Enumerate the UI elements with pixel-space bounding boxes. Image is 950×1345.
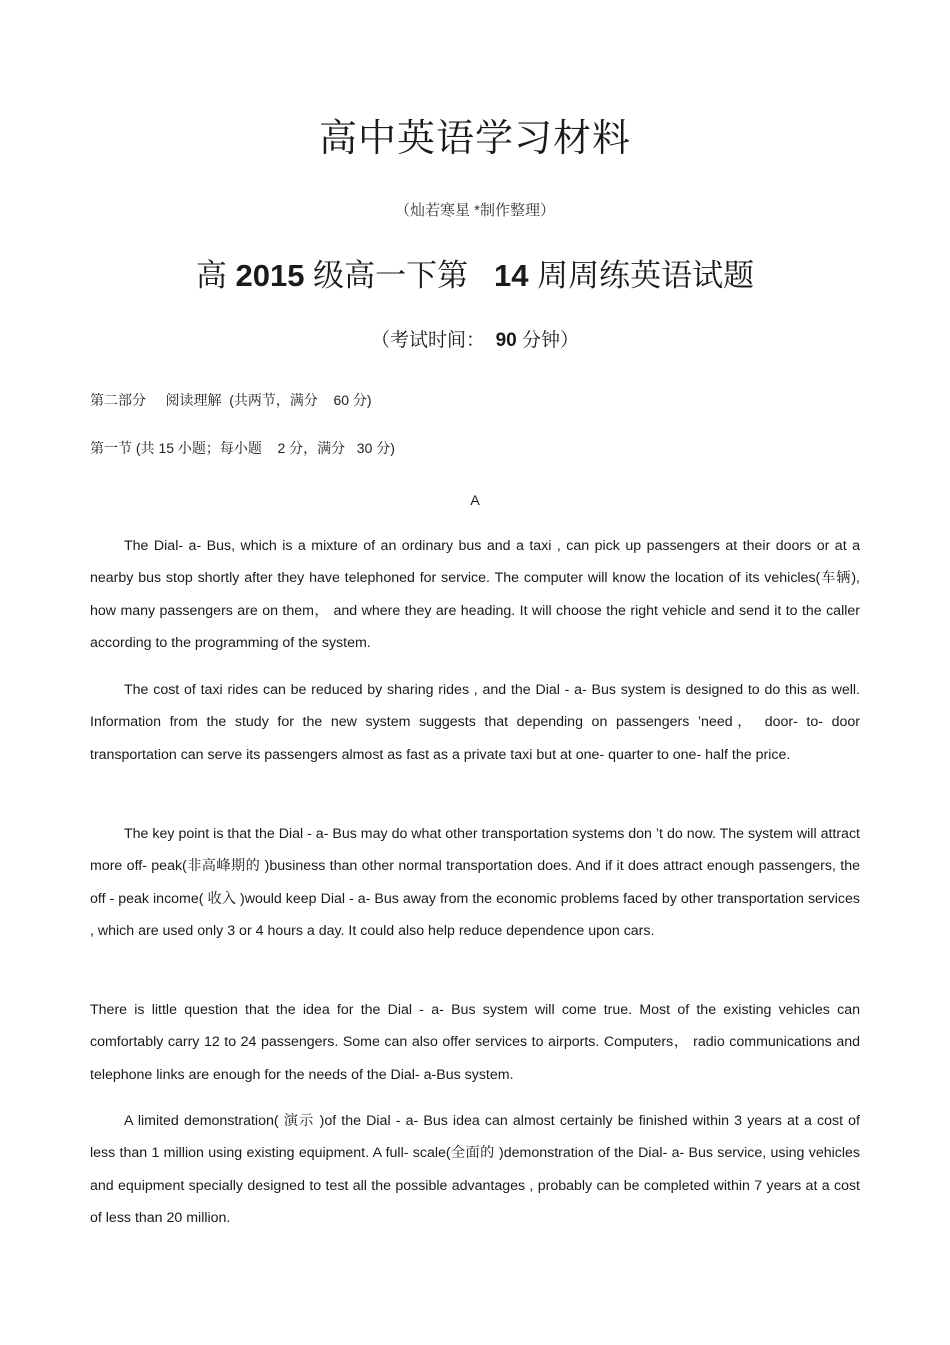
main-title: 高中英语学习材料 xyxy=(318,116,631,160)
passage-paragraph-3: The key point is that the Dial - a- Bus may do what other transportation systems don ’t do now. The system will attract more off- peak(非高峰期的 )business than other normal transportation does. And if it does attract enough passengers, the off - peak income( 收入 )would keep Dial - a- Bus away from the economic problems faced by other transportation services , which are used only 3 or 4 hours a day. It could also help reduce dependence upon cars. xyxy=(90,826,860,939)
exam-title-prefix: 高 xyxy=(195,258,236,293)
passage-paragraph-1: The Dial- a- Bus, which is a mixture of an ordinary bus and a taxi , can pick up passengers at their doors or at a nearby bus stop shortly after they have telephoned for service. The computer will know the location of its vehicles(车辆), how many passengers are on them， and where they are heading. It will choose the right vehicle and send it to the caller according to the programming of the system. xyxy=(90,538,860,651)
credit-line: （灿若寒星 *制作整理） xyxy=(394,202,555,219)
exam-title-suffix: 周周练英语试题 xyxy=(528,258,755,293)
passage-paragraph-4: There is little question that the idea for the Dial - a- Bus system will come true. Most of the existing vehicles can comfortably carry 12 to 24 passengers. Some can also offer services to airports. Computers， radio communications and telephone links are enough for the needs of the Dial- a-Bus system. xyxy=(90,1002,860,1083)
exam-title-middle: 级高一下第 xyxy=(304,258,494,293)
part-two-heading: 第二部分 阅读理解 (共两节，满分 60 分) xyxy=(90,392,372,408)
exam-time-prefix: （考试时间： xyxy=(371,330,496,351)
passage-letter: A xyxy=(470,492,480,508)
passage-paragraph-2: The cost of taxi rides can be reduced by sharing rides , and the Dial - a- Bus system is designed to do this as well. Information from the study for the new system suggests that depending on passengers ’need， door- to- door transportation can serve its passengers almost as fast as a private taxi but at one- quarter to one- half the price. xyxy=(90,682,860,763)
exam-time-suffix: 分钟） xyxy=(516,330,579,351)
section-one-heading: 第一节 (共 15 小题；每小题 2 分，满分 30 分) xyxy=(90,440,395,456)
exam-title-week: 14 xyxy=(493,258,529,293)
exam-title-year: 2015 xyxy=(235,258,305,293)
exam-time xyxy=(0,327,950,355)
exam-title xyxy=(0,254,950,298)
exam-time-value: 90 xyxy=(495,330,517,351)
passage-paragraph-5: A limited demonstration( 演示 )of the Dial - a- Bus idea can almost certainly be finished within 3 years at a cost of less than 1 million using existing equipment. A full- scale(全面的 )demonstration of the Dial- a- Bus service, using vehicles and equipment specially designed to test all the possible advantages , probably can be completed within 7 years at a cost of less than 20 million. xyxy=(90,1113,860,1226)
